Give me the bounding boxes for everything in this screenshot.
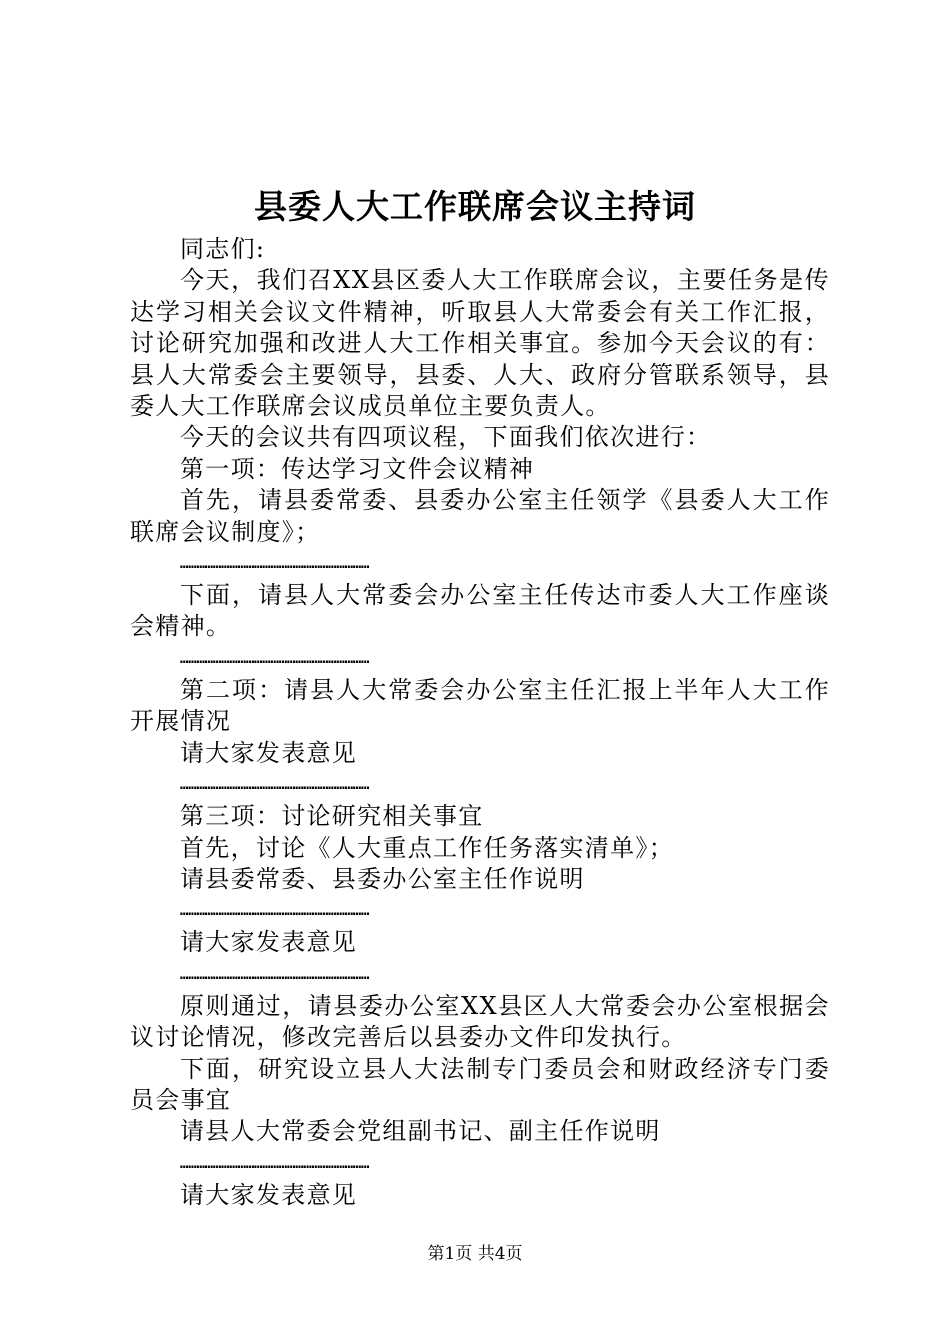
- ellipsis-line: ……………………………………………………………: [180, 777, 370, 794]
- paragraph-item-1-first: 首先，请县委常委、县委办公室主任领学《县委人大工作联席会议制度》；: [130, 486, 830, 546]
- agenda-item-3-heading: 第三项：讨论研究相关事宜: [180, 802, 484, 831]
- paragraph-committee: 下面，研究设立县人大法制专门委员会和财政经济专门委员会事宜: [130, 1054, 830, 1114]
- ellipsis-line: ……………………………………………………………: [180, 903, 370, 920]
- paragraph-agenda: 今天的会议共有四项议程，下面我们依次进行：: [180, 423, 712, 452]
- paragraph-opinions: 请大家发表意见: [180, 738, 358, 767]
- ellipsis-line: ……………………………………………………………: [180, 966, 370, 983]
- paragraph-intro: 今天，我们召XX县区委人大工作联席会议，主要任务是传达学习相关会议文件精神，听取县人大常委会有关工作汇报，讨论研究加强和改进人大工作相关事宜。参加今天会议的有：县人大常委会主要领导，县委、人大、政府分管联系领导，县委人大工作联席会议成员单位主要负责人。: [130, 266, 830, 421]
- paragraph-opinions: 请大家发表意见: [180, 928, 358, 957]
- document-body: [130, 234, 830, 1211]
- agenda-item-1-heading: 第一项：传达学习文件会议精神: [180, 454, 535, 483]
- page-footer: 第1页 共4页: [427, 1244, 523, 1264]
- ellipsis-line: ……………………………………………………………: [180, 1155, 370, 1172]
- document-title: 县委人大工作联席会议主持词: [254, 187, 696, 226]
- ellipsis-line: ……………………………………………………………: [180, 650, 370, 667]
- paragraph-opinions: 请大家发表意见: [180, 1180, 358, 1209]
- paragraph-greeting: 同志们:: [180, 235, 266, 263]
- paragraph-item-1-next: 下面，请县人大常委会办公室主任传达市委人大工作座谈会精神。: [130, 581, 830, 641]
- paragraph-explanation: 请县委常委、县委办公室主任作说明: [180, 864, 585, 893]
- ellipsis-line: ……………………………………………………………: [180, 556, 370, 573]
- paragraph-item-3-first: 首先，讨论《人大重点工作任务落实清单》；: [180, 833, 674, 862]
- agenda-item-2-heading: 第二项：请县人大常委会办公室主任汇报上半年人大工作开展情况: [130, 675, 830, 736]
- paragraph-committee-explanation: 请县人大常委会党组副书记、副主任作说明: [180, 1117, 661, 1146]
- paragraph-approval: 原则通过，请县委办公室XX县区人大常委会办公室根据会议讨论情况，修改完善后以县委办文件印发执行。: [130, 991, 830, 1052]
